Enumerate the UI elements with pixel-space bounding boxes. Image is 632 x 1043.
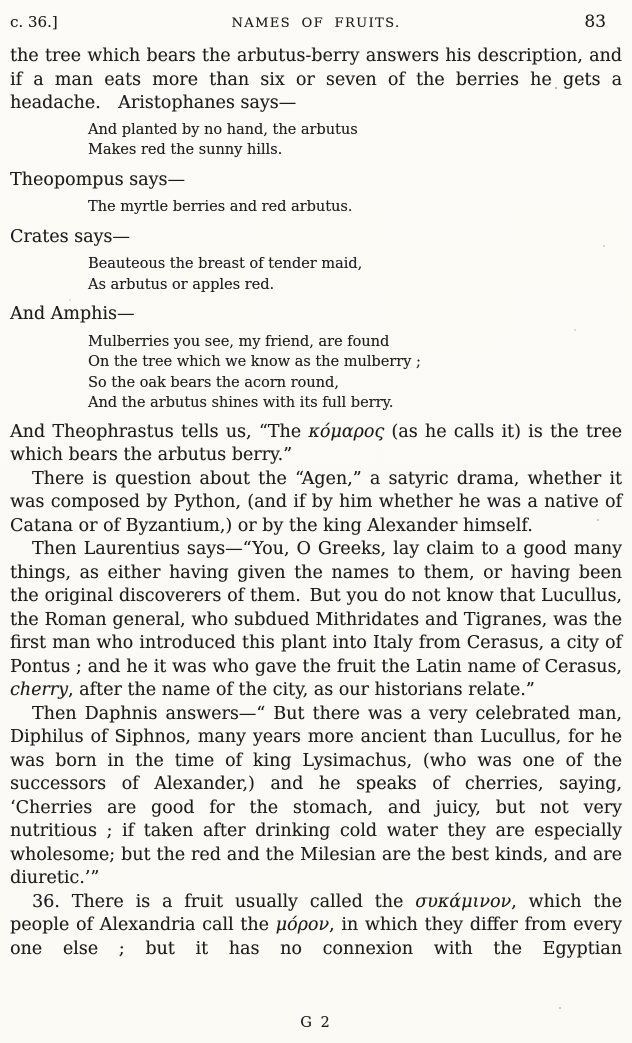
text-run: And Theophrastus tells us, “The [10, 421, 309, 442]
verse-crates [88, 254, 622, 295]
text-run: There is question about the “Agen,” a satyric drama, whether it was composed by Python, (and if by him whether he was a native of Catana or of Byzantium,) or by the king Alexander himself. [10, 468, 622, 536]
verse-line: The myrtle berries and red arbutus. [88, 199, 353, 215]
italic-word-cherry: cherry [10, 680, 69, 700]
text-run: , after the name of the city, as our historians relate.” [68, 680, 535, 700]
greek-word-sykaminon: συκάμινον [415, 891, 512, 912]
printer-signature: G 2 [300, 1015, 332, 1031]
verse-line: As arbutus or apples red. [88, 276, 275, 293]
text-run: Then Laurentius says—“You, O Greeks, lay claim to a good many things, as either having given the names to them, or having been the original discoverers of them. But you do not know that Lucullus, the Roman general, who subdued Mithridates and Tigranes, was the first man who introduced this plant into Italy from Cerasus, a city of Pontus ; and he it was who gave the fruit the Latin name of Cerasus, [10, 539, 622, 677]
running-title: NAMES OF FRUITS. [231, 16, 401, 31]
paragraph-arbutus-berry [10, 45, 622, 116]
verse-line: So the oak bears the acorn round, [88, 374, 339, 391]
paragraph-laurentius [10, 538, 622, 703]
chapter-ref: c. 36.] [10, 13, 58, 31]
verse-line: Beauteous the breast of tender maid, [88, 256, 363, 272]
paragraph-section-36 [10, 891, 622, 962]
paragraph-theophrastus [10, 421, 622, 468]
speaker-amphis: And Amphis— [10, 304, 135, 324]
text-run: the tree which bears the arbutus-berry answers his description, and if a man eats more than six or seven of the berries he gets a headache. Aristophanes says— [10, 46, 622, 113]
verse-amphis [88, 332, 622, 414]
verse-aristophanes [88, 120, 622, 161]
paragraph-agen-drama [10, 468, 622, 539]
verse-line: Mulberries you see, my friend, are found [88, 333, 390, 350]
text-run: Then Daphnis answers—“ But there was a very celebrated man, Diphilus of Siphnos, many years more ancient than Lucullus, for he was born in the time of king Lysimachus, (who was one of the successors of Alexander,) and he speaks of cherries, saying, ‘Cherries are good for the stomach, and juicy, but not very nutritious ; if taken after drinking cold water they are especially wholesome; but the red and the Milesian are the best kinds, and are diuretic.’” [10, 703, 622, 888]
verse-line: On the tree which we know as the mulberry ; [88, 354, 421, 370]
greek-word-komaros: κόμαρος [308, 421, 385, 442]
verse-line: And planted by no hand, the arbutus [88, 121, 358, 138]
verse-theopompus [88, 197, 622, 218]
verse-line: Makes red the sunny hills. [88, 142, 283, 158]
text-run: , which the people of Alexandria call the [10, 891, 622, 935]
speaker-theopompus: Theopompus says— [10, 169, 185, 190]
paragraph-daphnis [10, 703, 622, 891]
verse-line: And the arbutus shines with its full berry. [88, 395, 394, 411]
speaker-crates: Crates says— [10, 226, 130, 247]
page-number: 83 [584, 12, 606, 32]
text-run: 36. There is a fruit usually called the [32, 891, 416, 912]
text-run: (as he calls it) is the tree which bears the arbutus berry.” [10, 421, 623, 465]
greek-word-moron: μόρον [275, 915, 330, 935]
text-run: , in which they differ from every one else ; but it has no connexion with the Egyptian [10, 915, 622, 959]
page-header [10, 12, 622, 32]
